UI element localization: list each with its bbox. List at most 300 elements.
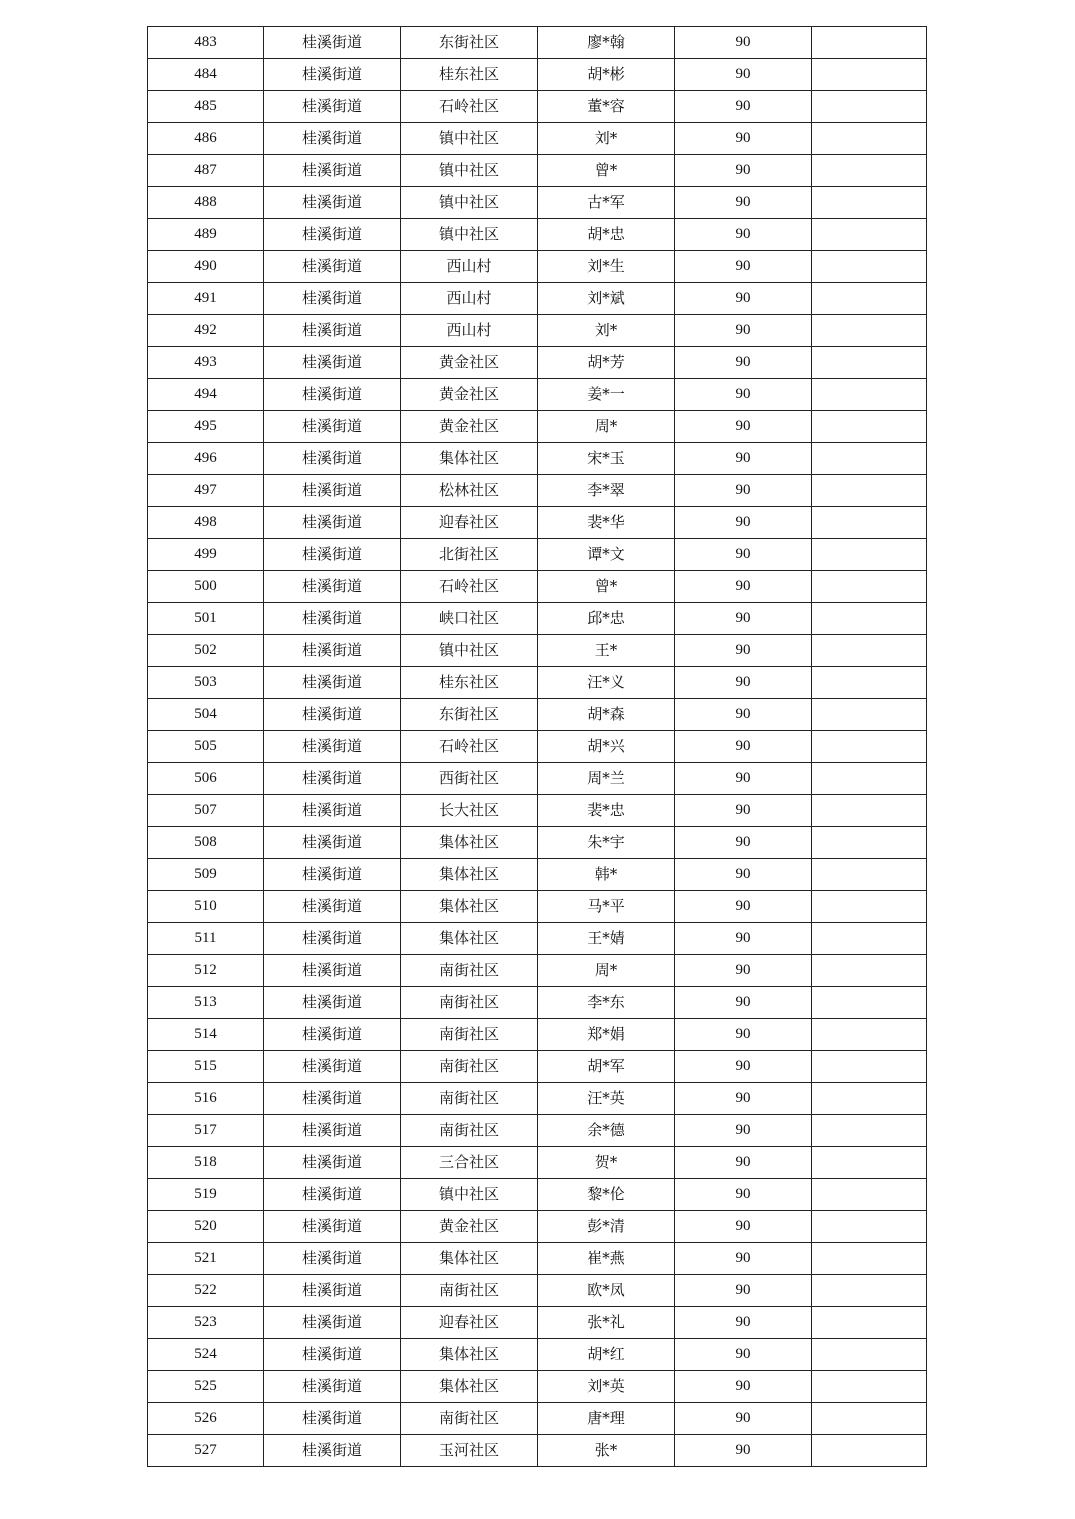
cell-serial-number: 520 [148,1211,264,1243]
cell-serial-number: 483 [148,27,264,59]
table-row [148,987,927,1019]
cell-name: 裴*华 [538,507,675,539]
cell-remark [812,987,927,1019]
cell-serial-number: 504 [148,699,264,731]
cell-score: 90 [675,731,812,763]
cell-remark [812,251,927,283]
cell-community: 集体社区 [401,923,538,955]
cell-name: 刘*斌 [538,283,675,315]
cell-serial-number: 484 [148,59,264,91]
cell-community: 南街社区 [401,1275,538,1307]
table-row [148,891,927,923]
cell-name: 胡*兴 [538,731,675,763]
cell-remark [812,91,927,123]
cell-serial-number: 489 [148,219,264,251]
cell-serial-number: 498 [148,507,264,539]
table-row [148,283,927,315]
table-row [148,1243,927,1275]
cell-remark [812,763,927,795]
table-row [148,539,927,571]
cell-remark [812,219,927,251]
cell-score: 90 [675,1179,812,1211]
cell-community: 镇中社区 [401,635,538,667]
cell-score: 90 [675,539,812,571]
cell-serial-number: 495 [148,411,264,443]
table-row [148,731,927,763]
cell-subdistrict: 桂溪街道 [264,539,401,571]
cell-serial-number: 485 [148,91,264,123]
cell-subdistrict: 桂溪街道 [264,219,401,251]
cell-remark [812,1339,927,1371]
cell-serial-number: 492 [148,315,264,347]
cell-score: 90 [675,475,812,507]
cell-subdistrict: 桂溪街道 [264,1371,401,1403]
cell-serial-number: 490 [148,251,264,283]
cell-serial-number: 509 [148,859,264,891]
cell-community: 桂东社区 [401,667,538,699]
cell-serial-number: 514 [148,1019,264,1051]
cell-serial-number: 519 [148,1179,264,1211]
table-row [148,827,927,859]
cell-community: 南街社区 [401,955,538,987]
cell-score: 90 [675,955,812,987]
cell-remark [812,1243,927,1275]
cell-serial-number: 507 [148,795,264,827]
cell-remark [812,315,927,347]
cell-remark [812,859,927,891]
cell-serial-number: 523 [148,1307,264,1339]
cell-name: 余*德 [538,1115,675,1147]
cell-serial-number: 494 [148,379,264,411]
cell-name: 周*兰 [538,763,675,795]
cell-remark [812,1371,927,1403]
cell-serial-number: 499 [148,539,264,571]
data-table [147,26,927,1467]
cell-remark [812,1147,927,1179]
cell-score: 90 [675,1083,812,1115]
table-row [148,1275,927,1307]
cell-subdistrict: 桂溪街道 [264,1275,401,1307]
cell-serial-number: 486 [148,123,264,155]
cell-remark [812,347,927,379]
cell-community: 北街社区 [401,539,538,571]
cell-subdistrict: 桂溪街道 [264,1211,401,1243]
cell-score: 90 [675,1371,812,1403]
cell-community: 黄金社区 [401,1211,538,1243]
cell-score: 90 [675,59,812,91]
cell-subdistrict: 桂溪街道 [264,27,401,59]
cell-name: 王* [538,635,675,667]
cell-name: 裴*忠 [538,795,675,827]
cell-name: 汪*义 [538,667,675,699]
cell-community: 南街社区 [401,1019,538,1051]
cell-serial-number: 516 [148,1083,264,1115]
table-row [148,1435,927,1467]
table-row [148,1179,927,1211]
cell-serial-number: 500 [148,571,264,603]
table-row [148,219,927,251]
cell-subdistrict: 桂溪街道 [264,667,401,699]
cell-score: 90 [675,27,812,59]
table-row [148,1371,927,1403]
cell-score: 90 [675,347,812,379]
cell-name: 古*军 [538,187,675,219]
cell-serial-number: 488 [148,187,264,219]
cell-remark [812,923,927,955]
cell-name: 黎*伦 [538,1179,675,1211]
cell-serial-number: 511 [148,923,264,955]
cell-subdistrict: 桂溪街道 [264,347,401,379]
cell-score: 90 [675,635,812,667]
cell-score: 90 [675,795,812,827]
cell-name: 刘*英 [538,1371,675,1403]
cell-name: 汪*英 [538,1083,675,1115]
cell-serial-number: 506 [148,763,264,795]
cell-community: 镇中社区 [401,1179,538,1211]
cell-remark [812,571,927,603]
cell-community: 长大社区 [401,795,538,827]
cell-name: 刘* [538,123,675,155]
cell-remark [812,187,927,219]
cell-community: 南街社区 [401,987,538,1019]
cell-remark [812,1403,927,1435]
cell-serial-number: 501 [148,603,264,635]
cell-score: 90 [675,1147,812,1179]
cell-remark [812,603,927,635]
cell-community: 东街社区 [401,699,538,731]
cell-subdistrict: 桂溪街道 [264,251,401,283]
cell-name: 胡*芳 [538,347,675,379]
table-row [148,315,927,347]
cell-community: 集体社区 [401,1339,538,1371]
table-row [148,795,927,827]
cell-serial-number: 524 [148,1339,264,1371]
table-row [148,1019,927,1051]
table-row [148,763,927,795]
cell-score: 90 [675,1435,812,1467]
table-row [148,635,927,667]
table-row [148,411,927,443]
cell-name: 李*东 [538,987,675,1019]
cell-score: 90 [675,667,812,699]
cell-score: 90 [675,1243,812,1275]
cell-community: 南街社区 [401,1083,538,1115]
cell-subdistrict: 桂溪街道 [264,955,401,987]
cell-subdistrict: 桂溪街道 [264,475,401,507]
cell-serial-number: 512 [148,955,264,987]
cell-subdistrict: 桂溪街道 [264,859,401,891]
cell-serial-number: 510 [148,891,264,923]
cell-score: 90 [675,187,812,219]
cell-community: 迎春社区 [401,1307,538,1339]
cell-community: 南街社区 [401,1403,538,1435]
cell-score: 90 [675,1115,812,1147]
cell-remark [812,1179,927,1211]
cell-name: 朱*宇 [538,827,675,859]
cell-subdistrict: 桂溪街道 [264,1115,401,1147]
cell-subdistrict: 桂溪街道 [264,763,401,795]
cell-remark [812,635,927,667]
cell-score: 90 [675,1019,812,1051]
cell-remark [812,59,927,91]
cell-remark [812,731,927,763]
cell-subdistrict: 桂溪街道 [264,155,401,187]
cell-remark [812,1051,927,1083]
cell-community: 石岭社区 [401,571,538,603]
cell-serial-number: 496 [148,443,264,475]
cell-subdistrict: 桂溪街道 [264,1147,401,1179]
cell-subdistrict: 桂溪街道 [264,1243,401,1275]
cell-serial-number: 525 [148,1371,264,1403]
cell-score: 90 [675,763,812,795]
cell-community: 三合社区 [401,1147,538,1179]
cell-subdistrict: 桂溪街道 [264,1179,401,1211]
cell-score: 90 [675,571,812,603]
cell-community: 玉河社区 [401,1435,538,1467]
cell-score: 90 [675,1339,812,1371]
cell-score: 90 [675,987,812,1019]
table-row [148,667,927,699]
cell-name: 董*容 [538,91,675,123]
cell-serial-number: 508 [148,827,264,859]
cell-score: 90 [675,699,812,731]
cell-subdistrict: 桂溪街道 [264,507,401,539]
cell-name: 李*翠 [538,475,675,507]
cell-subdistrict: 桂溪街道 [264,1435,401,1467]
cell-subdistrict: 桂溪街道 [264,315,401,347]
cell-name: 郑*娟 [538,1019,675,1051]
table-row [148,91,927,123]
cell-subdistrict: 桂溪街道 [264,923,401,955]
cell-score: 90 [675,411,812,443]
cell-community: 东街社区 [401,27,538,59]
cell-name: 韩* [538,859,675,891]
cell-subdistrict: 桂溪街道 [264,59,401,91]
cell-subdistrict: 桂溪街道 [264,795,401,827]
cell-score: 90 [675,507,812,539]
cell-subdistrict: 桂溪街道 [264,699,401,731]
cell-remark [812,955,927,987]
cell-subdistrict: 桂溪街道 [264,91,401,123]
table-row [148,347,927,379]
cell-community: 西街社区 [401,763,538,795]
cell-score: 90 [675,443,812,475]
cell-name: 邱*忠 [538,603,675,635]
cell-community: 集体社区 [401,1371,538,1403]
cell-name: 欧*凤 [538,1275,675,1307]
cell-community: 迎春社区 [401,507,538,539]
cell-community: 松林社区 [401,475,538,507]
cell-community: 镇中社区 [401,187,538,219]
cell-serial-number: 526 [148,1403,264,1435]
table-row [148,1339,927,1371]
table-row [148,59,927,91]
cell-score: 90 [675,123,812,155]
cell-name: 曾* [538,155,675,187]
cell-score: 90 [675,251,812,283]
cell-subdistrict: 桂溪街道 [264,1083,401,1115]
cell-score: 90 [675,91,812,123]
cell-score: 90 [675,219,812,251]
cell-remark [812,667,927,699]
cell-community: 黄金社区 [401,379,538,411]
cell-score: 90 [675,1051,812,1083]
cell-serial-number: 521 [148,1243,264,1275]
table-row [148,475,927,507]
cell-subdistrict: 桂溪街道 [264,443,401,475]
cell-serial-number: 513 [148,987,264,1019]
cell-serial-number: 493 [148,347,264,379]
cell-subdistrict: 桂溪街道 [264,571,401,603]
cell-community: 南街社区 [401,1051,538,1083]
table-row [148,923,927,955]
cell-name: 贺* [538,1147,675,1179]
cell-name: 胡*森 [538,699,675,731]
cell-remark [812,155,927,187]
cell-score: 90 [675,891,812,923]
table-row [148,123,927,155]
cell-remark [812,1211,927,1243]
cell-subdistrict: 桂溪街道 [264,1019,401,1051]
cell-subdistrict: 桂溪街道 [264,731,401,763]
cell-community: 集体社区 [401,891,538,923]
cell-score: 90 [675,1275,812,1307]
table-row [148,1403,927,1435]
cell-serial-number: 502 [148,635,264,667]
cell-name: 彭*清 [538,1211,675,1243]
cell-remark [812,1275,927,1307]
cell-community: 桂东社区 [401,59,538,91]
cell-name: 胡*军 [538,1051,675,1083]
cell-remark [812,1019,927,1051]
cell-community: 镇中社区 [401,155,538,187]
cell-subdistrict: 桂溪街道 [264,1051,401,1083]
cell-score: 90 [675,155,812,187]
cell-remark [812,379,927,411]
cell-community: 镇中社区 [401,219,538,251]
cell-remark [812,283,927,315]
table-row [148,603,927,635]
cell-name: 王*婧 [538,923,675,955]
cell-serial-number: 491 [148,283,264,315]
cell-community: 石岭社区 [401,731,538,763]
cell-score: 90 [675,923,812,955]
cell-serial-number: 503 [148,667,264,699]
table-row [148,379,927,411]
cell-score: 90 [675,283,812,315]
cell-name: 曾* [538,571,675,603]
cell-subdistrict: 桂溪街道 [264,827,401,859]
cell-serial-number: 522 [148,1275,264,1307]
cell-serial-number: 497 [148,475,264,507]
cell-remark [812,1307,927,1339]
cell-subdistrict: 桂溪街道 [264,635,401,667]
cell-name: 马*平 [538,891,675,923]
cell-serial-number: 515 [148,1051,264,1083]
cell-remark [812,1435,927,1467]
cell-name: 唐*理 [538,1403,675,1435]
cell-score: 90 [675,859,812,891]
cell-community: 石岭社区 [401,91,538,123]
cell-name: 宋*玉 [538,443,675,475]
cell-name: 胡*忠 [538,219,675,251]
cell-community: 集体社区 [401,859,538,891]
cell-remark [812,827,927,859]
cell-score: 90 [675,1403,812,1435]
cell-remark [812,699,927,731]
cell-name: 姜*一 [538,379,675,411]
cell-name: 张*礼 [538,1307,675,1339]
cell-community: 西山村 [401,315,538,347]
table-row [148,1051,927,1083]
cell-community: 集体社区 [401,827,538,859]
cell-remark [812,27,927,59]
cell-subdistrict: 桂溪街道 [264,379,401,411]
cell-subdistrict: 桂溪街道 [264,1403,401,1435]
cell-remark [812,539,927,571]
cell-name: 刘* [538,315,675,347]
cell-serial-number: 505 [148,731,264,763]
cell-subdistrict: 桂溪街道 [264,187,401,219]
cell-subdistrict: 桂溪街道 [264,987,401,1019]
cell-name: 崔*燕 [538,1243,675,1275]
cell-community: 集体社区 [401,1243,538,1275]
cell-community: 西山村 [401,251,538,283]
table-row [148,859,927,891]
cell-remark [812,475,927,507]
cell-remark [812,411,927,443]
table-body [148,27,927,1467]
cell-remark [812,1115,927,1147]
cell-subdistrict: 桂溪街道 [264,1339,401,1371]
cell-subdistrict: 桂溪街道 [264,411,401,443]
table-row [148,1307,927,1339]
cell-subdistrict: 桂溪街道 [264,123,401,155]
cell-score: 90 [675,827,812,859]
cell-name: 周* [538,955,675,987]
table-row [148,571,927,603]
table-row [148,1083,927,1115]
cell-name: 周* [538,411,675,443]
cell-name: 张* [538,1435,675,1467]
cell-remark [812,795,927,827]
table-row [148,1115,927,1147]
cell-subdistrict: 桂溪街道 [264,603,401,635]
cell-subdistrict: 桂溪街道 [264,283,401,315]
table-row [148,443,927,475]
cell-score: 90 [675,603,812,635]
cell-serial-number: 518 [148,1147,264,1179]
table-row [148,155,927,187]
cell-remark [812,891,927,923]
cell-score: 90 [675,379,812,411]
cell-score: 90 [675,1211,812,1243]
cell-serial-number: 487 [148,155,264,187]
table-row [148,1211,927,1243]
cell-remark [812,507,927,539]
table-row [148,955,927,987]
table-row [148,507,927,539]
cell-subdistrict: 桂溪街道 [264,1307,401,1339]
cell-score: 90 [675,315,812,347]
cell-community: 南街社区 [401,1115,538,1147]
cell-remark [812,443,927,475]
cell-community: 集体社区 [401,443,538,475]
table-row [148,27,927,59]
cell-name: 胡*彬 [538,59,675,91]
cell-community: 黄金社区 [401,411,538,443]
cell-name: 廖*翰 [538,27,675,59]
